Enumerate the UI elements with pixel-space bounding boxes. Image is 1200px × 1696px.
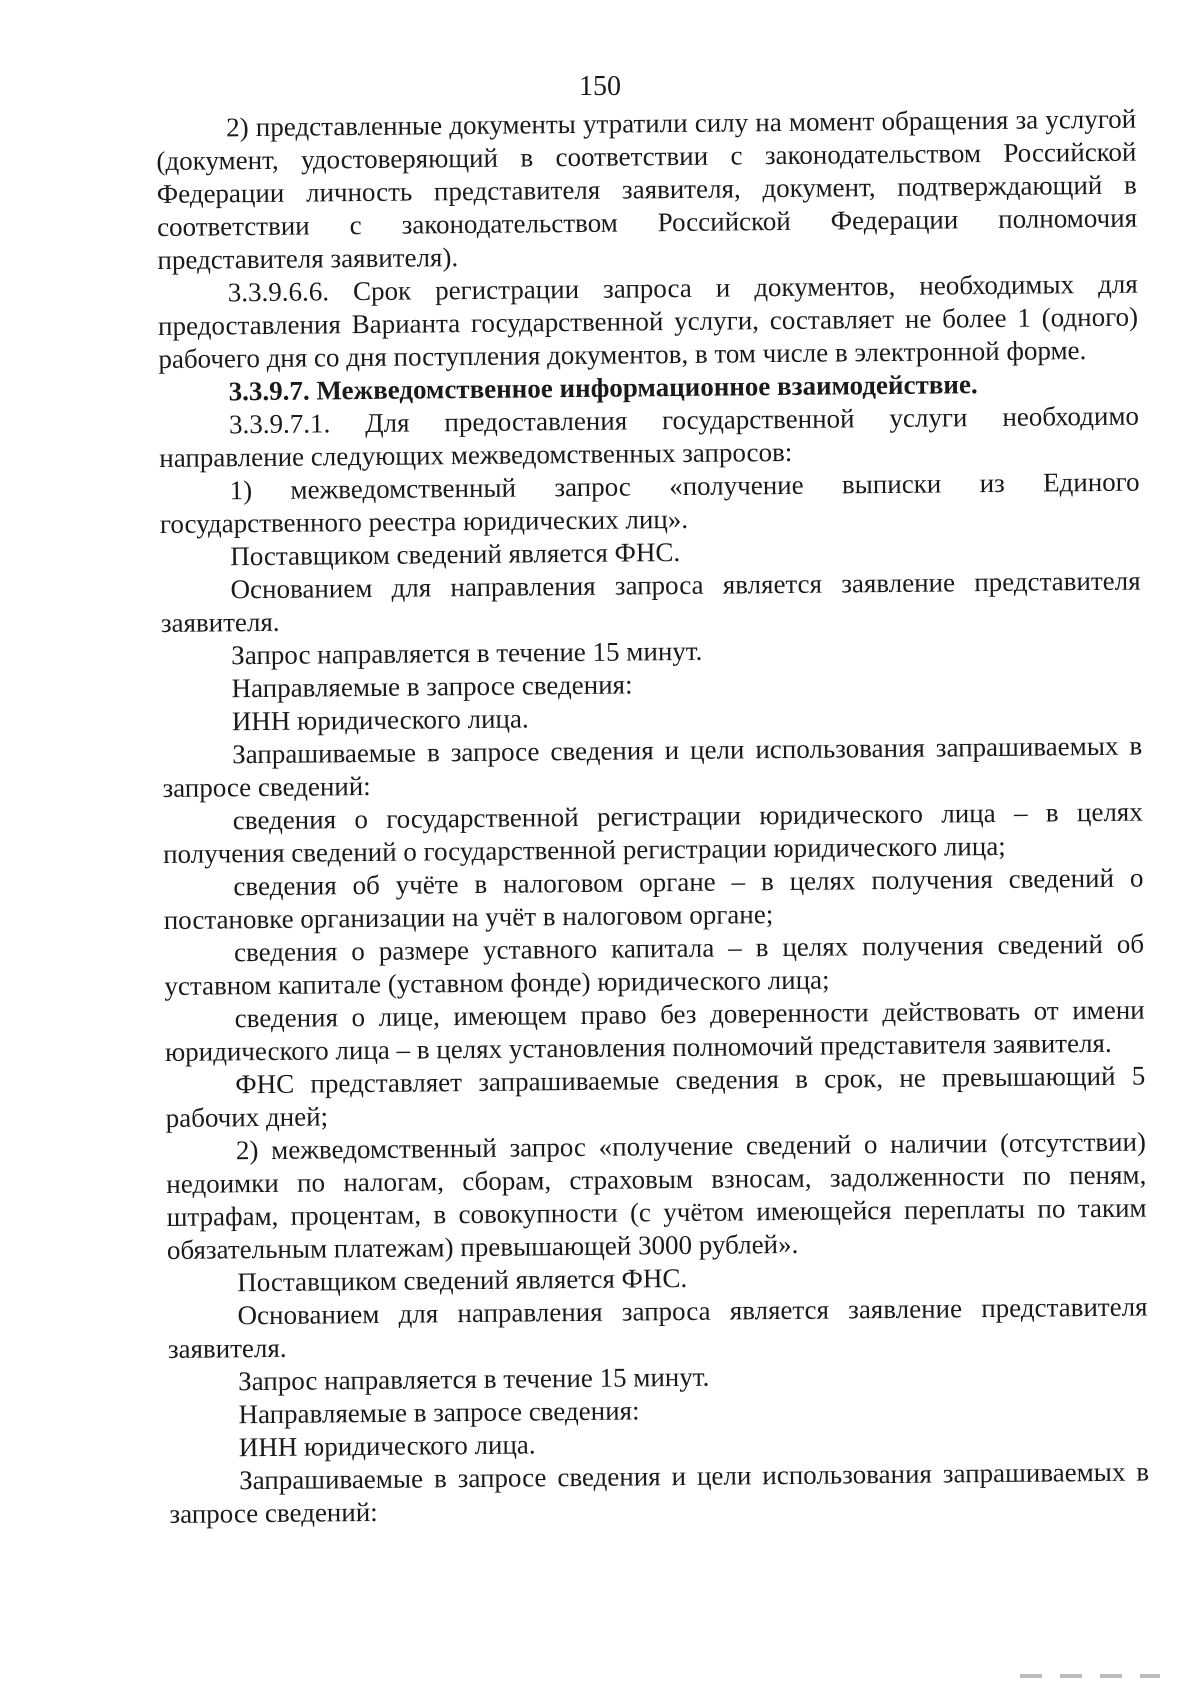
paragraph-requested-capital: сведения о размере уставного капитала – в целях получения сведений об уставном капитале (уставном фонде) юридического лица; — [164, 928, 1145, 1001]
paragraph-sent-data-label-1: Направляемые в запросе сведения: — [231, 669, 633, 704]
paragraph-basis-1: Основанием для направления запроса является заявление представителя заявителя. — [160, 565, 1141, 638]
list-item-request-2: 2) межведомственный запрос «получение сведений о наличии (отсутствии) недоимки по налогам, сборам, страховым взносам, задолженности по пеням, штрафам, процентам, в совокупности (с учётом имеющейся переплаты по таким обязательным платежам) превышающей 3000 рублей». — [166, 1126, 1147, 1265]
paragraph-requested-data-label-1: Запрашиваемые в запросе сведения и цели использования запрашиваемых в запросе сведений: — [162, 730, 1143, 803]
paragraph-provider-1: Поставщиком сведений является ФНС. — [230, 536, 681, 572]
paragraph-sent-data-2: ИНН юридического лица. — [238, 1429, 536, 1463]
paragraph-registration-term: 3.3.9.6.6. Срок регистрации запроса и документов, необходимых для предоставления Варианта государственной услуги, составляет не более 1 (одного) рабочего дня со дня поступления документов, в том числе в электронной форме. — [157, 268, 1139, 374]
paragraph-fns-term: ФНС представляет запрашиваемые сведения в срок, не превышающий 5 рабочих дней; — [165, 1060, 1146, 1133]
paragraph-requested-authorized-person: сведения о лице, имеющем право без доверенности действовать от имени юридического лица – в целях установления полномочий представителя заявителя. — [164, 994, 1145, 1067]
paragraph-documents-expired: 2) представленные документы утратили силу на момент обращения за услугой (документ, удостоверяющий в соответствии с законодательством Российской Федерации личность представителя заявителя, документ, подтверждающий в соответствии с законодательством Российской Федерации полномочия представителя заявителя). — [156, 103, 1138, 275]
scan-artifact — [1020, 1674, 1160, 1678]
paragraph-requested-tax-account: сведения об учёте в налоговом органе – в целях получения сведений о постановке организации на учёт в налоговом органе; — [163, 862, 1144, 935]
document-body — [156, 103, 1150, 1531]
section-heading-interagency: 3.3.9.7. Межведомственное информационное взаимодействие. — [228, 369, 978, 407]
paragraph-term-2: Запрос направляется в течение 15 минут. — [238, 1361, 710, 1397]
paragraph-sent-data-1: ИНН юридического лица. — [231, 703, 529, 737]
paragraph-interagency-requests: 3.3.9.7.1. Для предоставления государственной услуги необходимо направление следующих межведомственных запросов: — [159, 400, 1140, 473]
paragraph-requested-data-label-2: Запрашиваемые в запросе сведения и цели использования запрашиваемых в запросе сведений: — [169, 1456, 1150, 1529]
page-number: 150 — [579, 71, 621, 102]
paragraph-provider-2: Поставщиком сведений является ФНС. — [237, 1262, 688, 1298]
paragraph-term-1: Запрос направляется в течение 15 минут. — [231, 635, 703, 671]
list-item-request-1: 1) межведомственный запрос «получение выписки из Единого государственного реестра юридических лиц». — [159, 466, 1140, 539]
paragraph-basis-2: Основанием для направления запроса является заявление представителя заявителя. — [167, 1291, 1148, 1364]
paragraph-requested-registration: сведения о государственной регистрации юридического лица – в целях получения сведений о государственной регистрации юридического лица; — [162, 796, 1143, 869]
paragraph-sent-data-label-2: Направляемые в запросе сведения: — [238, 1395, 640, 1430]
